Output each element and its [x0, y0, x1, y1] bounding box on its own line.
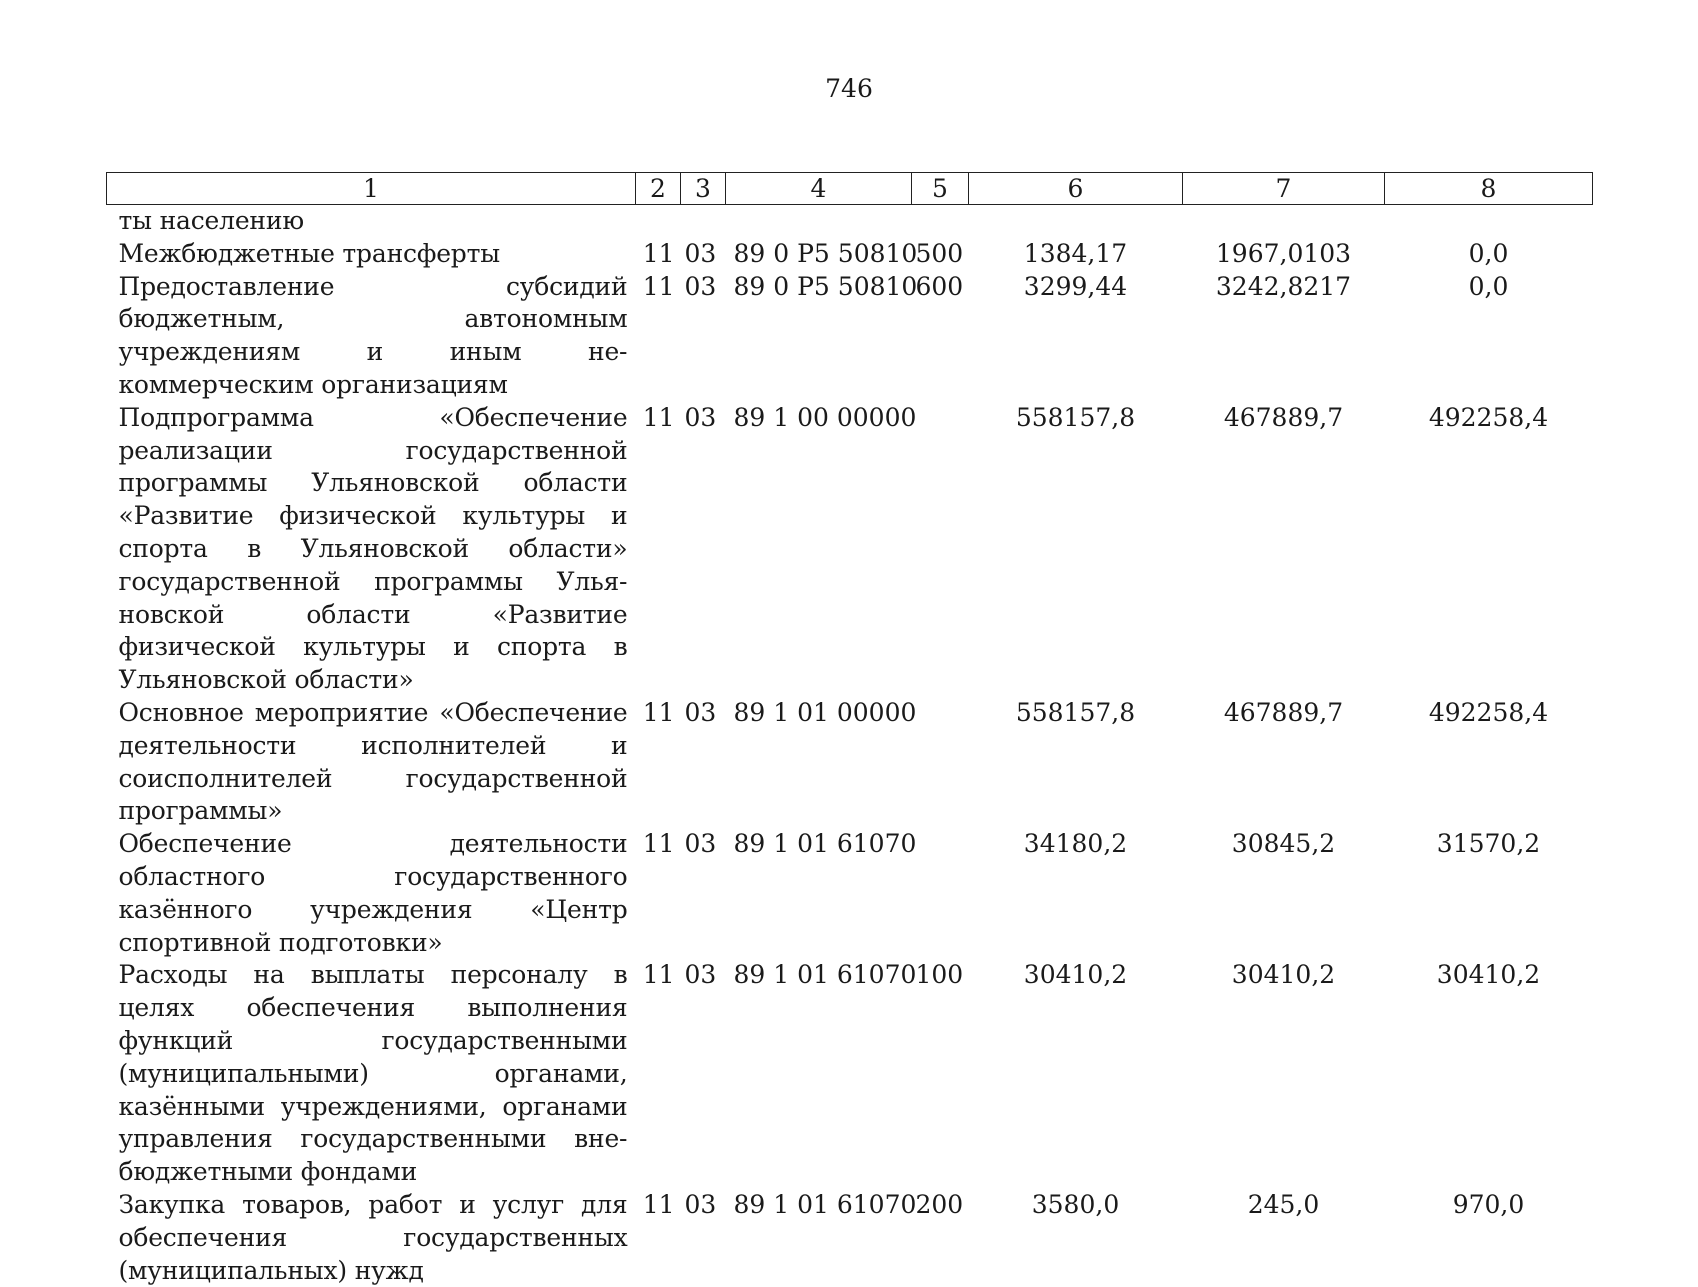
- row-name: ты населению: [107, 205, 636, 238]
- header-col-1: 1: [107, 173, 636, 205]
- table-row: [107, 1189, 1593, 1287]
- row-section: 11: [636, 271, 681, 402]
- row-expense-type: [912, 402, 969, 697]
- row-expense-type: 100: [912, 959, 969, 1189]
- row-amount-col8: 492258,4: [1385, 402, 1593, 697]
- header-col-4: 4: [726, 173, 912, 205]
- row-name: Предоставление субсидий бюджетным, автономным учреждениям и иным некоммерческим организациям: [107, 271, 636, 402]
- row-amount-col6: 3580,0: [969, 1189, 1183, 1287]
- row-amount-col8: 0,0: [1385, 238, 1593, 271]
- row-target-code: 89 0 P5 50810: [726, 238, 912, 271]
- header-col-2: 2: [636, 173, 681, 205]
- row-target-code: 89 1 01 61070: [726, 959, 912, 1189]
- table-body: [107, 205, 1593, 1287]
- row-amount-col7: [1183, 205, 1385, 238]
- row-name: Закупка товаров, работ и услуг для обеспечения государственных (муниципальных) нужд: [107, 1189, 636, 1287]
- row-name: Основное мероприятие «Обеспечение деятельности исполнителей и соисполнителей государственной программы»: [107, 697, 636, 828]
- table-header: [107, 173, 1593, 205]
- row-target-code: 89 0 P5 50810: [726, 271, 912, 402]
- row-target-code: 89 1 01 61070: [726, 828, 912, 959]
- header-col-8: 8: [1385, 173, 1593, 205]
- row-subsection: 03: [681, 1189, 726, 1287]
- header-col-5: 5: [912, 173, 969, 205]
- row-expense-type: 500: [912, 238, 969, 271]
- row-target-code: [726, 205, 912, 238]
- row-subsection: 03: [681, 402, 726, 697]
- table-row: [107, 271, 1593, 402]
- row-expense-type: [912, 697, 969, 828]
- table-row: [107, 828, 1593, 959]
- table-row: [107, 205, 1593, 238]
- header-col-3: 3: [681, 173, 726, 205]
- row-name: Межбюджетные трансферты: [107, 238, 636, 271]
- table-row: [107, 959, 1593, 1189]
- row-section: 11: [636, 697, 681, 828]
- table-row: [107, 238, 1593, 271]
- row-amount-col7: 3242,8217: [1183, 271, 1385, 402]
- row-subsection: 03: [681, 238, 726, 271]
- row-section: [636, 205, 681, 238]
- row-amount-col7: 30410,2: [1183, 959, 1385, 1189]
- row-section: 11: [636, 402, 681, 697]
- budget-table: [106, 172, 1593, 1287]
- row-amount-col6: 3299,44: [969, 271, 1183, 402]
- row-expense-type: [912, 828, 969, 959]
- row-amount-col6: 1384,17: [969, 238, 1183, 271]
- row-target-code: 89 1 01 00000: [726, 697, 912, 828]
- row-subsection: 03: [681, 959, 726, 1189]
- row-expense-type: 200: [912, 1189, 969, 1287]
- row-subsection: 03: [681, 697, 726, 828]
- row-target-code: 89 1 00 00000: [726, 402, 912, 697]
- row-section: 11: [636, 828, 681, 959]
- row-amount-col7: 30845,2: [1183, 828, 1385, 959]
- row-amount-col8: 492258,4: [1385, 697, 1593, 828]
- row-subsection: [681, 205, 726, 238]
- table-row: [107, 402, 1593, 697]
- budget-table-sheet: [106, 172, 1592, 1287]
- table-row: [107, 697, 1593, 828]
- row-amount-col8: 31570,2: [1385, 828, 1593, 959]
- row-target-code: 89 1 01 61070: [726, 1189, 912, 1287]
- row-subsection: 03: [681, 828, 726, 959]
- row-amount-col7: 1967,0103: [1183, 238, 1385, 271]
- page-number: 746: [0, 74, 1698, 103]
- header-row: [107, 173, 1593, 205]
- row-expense-type: 600: [912, 271, 969, 402]
- row-amount-col7: 245,0: [1183, 1189, 1385, 1287]
- row-amount-col8: [1385, 205, 1593, 238]
- row-amount-col6: 558157,8: [969, 697, 1183, 828]
- row-amount-col8: 0,0: [1385, 271, 1593, 402]
- row-name: Обеспечение деятельности областного государственного казённого учреждения «Центр спортивной подготовки»: [107, 828, 636, 959]
- row-expense-type: [912, 205, 969, 238]
- row-amount-col6: 558157,8: [969, 402, 1183, 697]
- row-section: 11: [636, 1189, 681, 1287]
- row-amount-col6: 34180,2: [969, 828, 1183, 959]
- header-col-7: 7: [1183, 173, 1385, 205]
- header-col-6: 6: [969, 173, 1183, 205]
- row-section: 11: [636, 238, 681, 271]
- row-section: 11: [636, 959, 681, 1189]
- row-name: Подпрограмма «Обеспечение реализации государственной программы Ульяновской области «Развитие физической культуры и спорта в Ульяновской области» государственной программы Ульяновской области «Развитие физической культуры и спорта в Ульяновской области»: [107, 402, 636, 697]
- row-amount-col7: 467889,7: [1183, 402, 1385, 697]
- row-name: Расходы на выплаты персоналу в целях обеспечения выполнения функций государственными (муниципальными) органами, казёнными учреждениями, органами управления государственными внебюджетными фондами: [107, 959, 636, 1189]
- row-amount-col7: 467889,7: [1183, 697, 1385, 828]
- row-amount-col8: 970,0: [1385, 1189, 1593, 1287]
- row-amount-col8: 30410,2: [1385, 959, 1593, 1189]
- row-subsection: 03: [681, 271, 726, 402]
- row-amount-col6: [969, 205, 1183, 238]
- row-amount-col6: 30410,2: [969, 959, 1183, 1189]
